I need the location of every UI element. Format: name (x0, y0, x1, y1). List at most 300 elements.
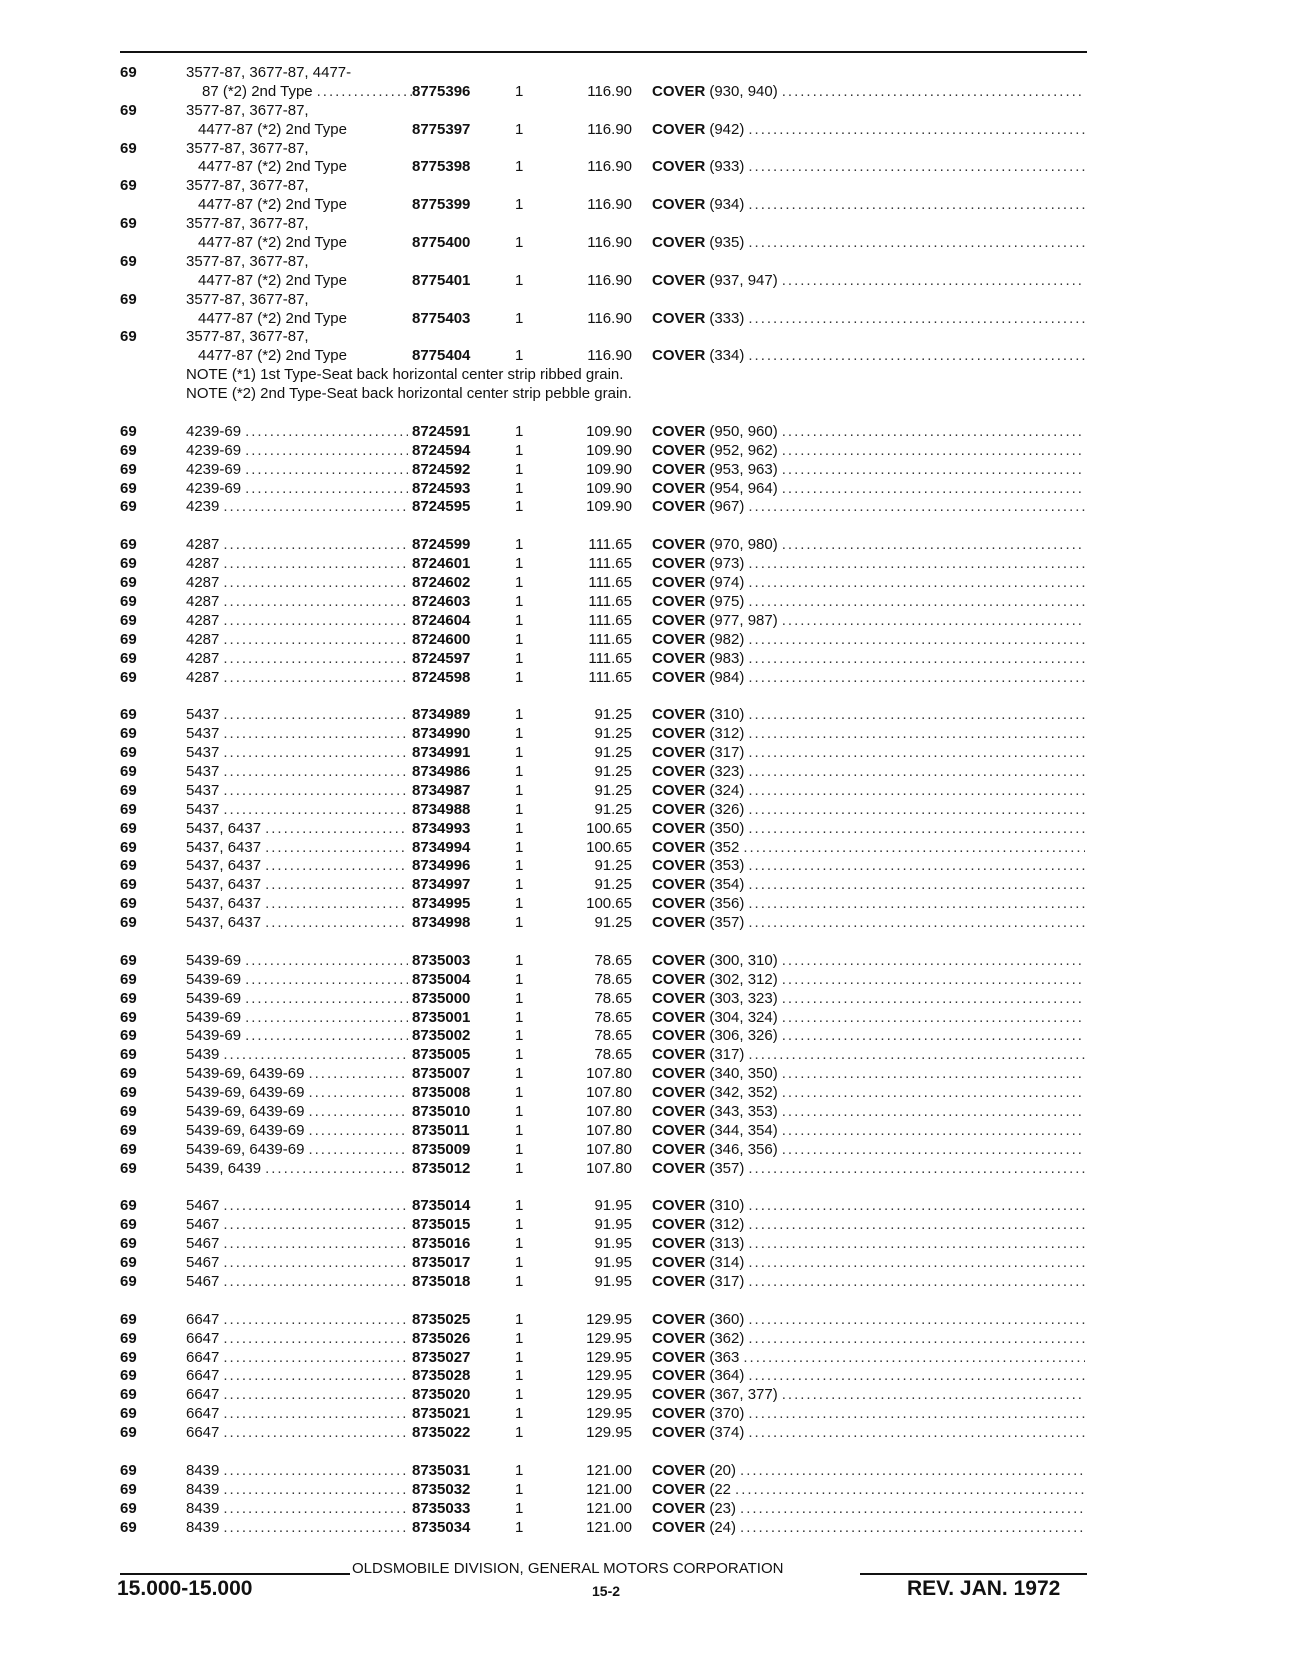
model-year: 69 (120, 177, 137, 195)
dot-leader (748, 347, 1085, 366)
trim-codes: (363 (709, 1348, 740, 1366)
dot-leader (782, 461, 1085, 480)
quantity: 1 (515, 1329, 524, 1347)
dot-leader (748, 669, 1085, 688)
price: 107.80 (586, 1102, 632, 1120)
body-style (186, 1065, 410, 1084)
part-number: 8735018 (412, 1273, 471, 1290)
part-number: 8735028 (412, 1367, 471, 1385)
dot-leader (223, 1254, 408, 1273)
description-name: COVER (652, 1273, 706, 1290)
trim-codes: (950, 960) (709, 422, 778, 440)
description (652, 669, 1087, 688)
trim-codes: (984) (709, 668, 745, 686)
dot-leader (782, 952, 1085, 971)
model-year: 69 (120, 498, 137, 516)
dot-leader (782, 536, 1085, 555)
model-year: 69 (120, 1273, 137, 1290)
model-year: 69 (120, 422, 137, 440)
quantity: 1 (515, 895, 524, 913)
description-name: COVER (652, 1386, 706, 1404)
description-name: COVER (652, 1102, 706, 1120)
description-name: COVER (652, 1367, 706, 1385)
part-row (120, 1235, 1087, 1254)
body-style-text: 5437, 6437 (186, 819, 262, 837)
dot-leader (740, 1519, 1085, 1538)
part-number: 8735000 (412, 989, 471, 1007)
price: 109.90 (586, 460, 632, 478)
dot-leader (748, 1367, 1085, 1386)
description-name: COVER (652, 1216, 706, 1234)
price: 111.65 (588, 611, 632, 629)
price: 100.65 (586, 819, 632, 837)
dot-leader (245, 442, 408, 461)
description (652, 158, 1087, 177)
dot-leader (223, 574, 408, 593)
price: 91.95 (594, 1273, 632, 1290)
description-name: COVER (652, 1424, 706, 1442)
trim-codes: (334) (709, 347, 745, 365)
group-spacer (120, 1292, 1087, 1311)
body-style-text: 5439-69 (186, 970, 242, 988)
quantity: 1 (515, 800, 524, 818)
body-style-text: 4287 (186, 668, 220, 686)
dot-leader (740, 1462, 1085, 1481)
part-number: 8734986 (412, 762, 471, 780)
body-style-text: 3577-87, 3677-87, (186, 101, 309, 119)
dot-leader (782, 1103, 1085, 1122)
trim-codes: (317) (709, 1046, 745, 1064)
price: 111.65 (588, 574, 632, 592)
body-style (186, 895, 410, 914)
part-number: 8724600 (412, 630, 471, 648)
dot-leader (265, 1160, 408, 1179)
trim-codes: (324) (709, 781, 745, 799)
quantity: 1 (515, 82, 524, 100)
body-style-text: 4477-87 (*2) 2nd Type (198, 158, 347, 176)
trim-codes: (930, 940) (709, 82, 778, 100)
dot-leader (223, 536, 408, 555)
dot-leader (265, 839, 408, 858)
body-style (186, 1009, 410, 1028)
trim-codes: (326) (709, 800, 745, 818)
dot-leader (223, 612, 408, 631)
dot-leader (782, 1141, 1085, 1160)
quantity: 1 (515, 1499, 524, 1517)
body-style-text: 6647 (186, 1348, 220, 1366)
dot-leader (223, 1481, 408, 1500)
trim-codes: (937, 947) (709, 271, 778, 289)
body-style (186, 291, 410, 310)
description-name: COVER (652, 876, 706, 894)
quantity: 1 (515, 271, 524, 289)
quantity: 1 (515, 1348, 524, 1366)
part-number: 8735009 (412, 1140, 471, 1158)
part-row (120, 1500, 1087, 1519)
body-style (186, 1386, 410, 1405)
body-style (186, 574, 410, 593)
part-row (120, 631, 1087, 650)
body-style-text: 3577-87, 3677-87, 4477- (186, 64, 352, 81)
group-spacer (120, 687, 1087, 706)
quantity: 1 (515, 989, 524, 1007)
body-style (186, 64, 410, 83)
model-year: 69 (120, 1102, 137, 1120)
model-year: 69 (120, 574, 137, 592)
body-style-text: 5437, 6437 (186, 838, 262, 856)
body-style-text: 5467 (186, 1235, 220, 1253)
description-name: COVER (652, 498, 706, 516)
description (652, 1065, 1087, 1084)
dot-leader (748, 650, 1085, 669)
body-style-text: 4287 (186, 574, 220, 592)
quantity: 1 (515, 422, 524, 440)
model-year: 69 (120, 744, 137, 762)
part-number: 8724593 (412, 479, 471, 497)
description-name: COVER (652, 1121, 706, 1139)
body-style (186, 310, 422, 329)
part-row (120, 1065, 1087, 1084)
description (652, 895, 1087, 914)
body-style (186, 1349, 410, 1368)
footer-revision: REV. JAN. 1972 (907, 1577, 1061, 1600)
trim-codes: (24) (709, 1518, 737, 1536)
part-row (120, 1141, 1087, 1160)
description-name: COVER (652, 819, 706, 837)
group-spacer (120, 404, 1087, 423)
description (652, 498, 1087, 517)
dot-leader (748, 234, 1085, 253)
model-year: 69 (120, 876, 137, 894)
body-style (186, 1103, 410, 1122)
quantity: 1 (515, 744, 524, 762)
trim-codes: (356) (709, 895, 745, 913)
part-number: 8734998 (412, 914, 471, 932)
trim-codes: (310) (709, 1197, 745, 1215)
description (652, 1103, 1087, 1122)
body-style-text: 5439, 6439 (186, 1159, 262, 1177)
part-row (120, 461, 1087, 480)
part-number: 8775398 (412, 158, 471, 176)
dot-leader (740, 1500, 1085, 1519)
body-style (186, 196, 422, 215)
model-year: 69 (120, 762, 137, 780)
dot-leader (748, 914, 1085, 933)
trim-codes: (313) (709, 1235, 745, 1253)
part-row (120, 1009, 1087, 1028)
description (652, 1009, 1087, 1028)
price: 116.90 (587, 158, 632, 176)
dot-leader (265, 914, 408, 933)
description (652, 196, 1087, 215)
price: 107.80 (586, 1140, 632, 1158)
description (652, 1084, 1087, 1103)
body-style-text: 3577-87, 3677-87, (186, 139, 309, 157)
model-year: 69 (120, 1518, 137, 1536)
model-year: 69 (120, 970, 137, 988)
description-name: COVER (652, 1499, 706, 1517)
price: 129.95 (586, 1424, 632, 1442)
part-number: 8724603 (412, 592, 471, 610)
body-style-text: 3577-87, 3677-87, (186, 290, 309, 308)
quantity: 1 (515, 1046, 524, 1064)
description-name: COVER (652, 271, 706, 289)
dot-leader (265, 857, 408, 876)
trim-codes: (942) (709, 120, 745, 138)
part-number: 8775403 (412, 309, 471, 327)
trim-codes: (333) (709, 309, 745, 327)
model-continuation-row (120, 140, 1087, 159)
dot-leader (748, 1273, 1085, 1292)
body-style (186, 328, 410, 347)
body-style (186, 461, 410, 480)
price: 116.90 (587, 309, 632, 327)
part-number: 8735010 (412, 1102, 471, 1120)
quantity: 1 (515, 592, 524, 610)
price: 109.90 (586, 441, 632, 459)
quantity: 1 (515, 970, 524, 988)
dot-leader (748, 1235, 1085, 1254)
quantity: 1 (515, 914, 524, 932)
price: 121.00 (586, 1518, 632, 1536)
dot-leader (265, 820, 408, 839)
model-year: 69 (120, 1046, 137, 1064)
body-style-text: 4287 (186, 611, 220, 629)
part-number: 8724594 (412, 441, 471, 459)
model-year: 69 (120, 630, 137, 648)
dot-leader (782, 1009, 1085, 1028)
description-name: COVER (652, 1348, 706, 1366)
description-name: COVER (652, 1329, 706, 1347)
quantity: 1 (515, 706, 524, 724)
dot-leader (223, 1349, 408, 1368)
dot-leader (223, 631, 408, 650)
part-row (120, 1216, 1087, 1235)
part-row (120, 347, 1087, 366)
trim-codes: (973) (709, 555, 745, 573)
model-year: 69 (120, 1159, 137, 1177)
dot-leader (748, 857, 1085, 876)
trim-codes: (323) (709, 762, 745, 780)
quantity: 1 (515, 1216, 524, 1234)
trim-codes: (343, 353) (709, 1102, 778, 1120)
description-name: COVER (652, 120, 706, 138)
quantity: 1 (515, 762, 524, 780)
body-style (186, 1027, 410, 1046)
description (652, 1235, 1087, 1254)
part-row (120, 801, 1087, 820)
description-name: COVER (652, 422, 706, 440)
description-name: COVER (652, 725, 706, 743)
footer-rule-right (860, 1573, 1087, 1575)
body-style-text: 87 (*2) 2nd Type (202, 82, 313, 100)
description-name: COVER (652, 1461, 706, 1479)
body-style (186, 1122, 410, 1141)
body-style (186, 971, 410, 990)
price: 109.90 (586, 422, 632, 440)
body-style-text: 5437, 6437 (186, 914, 262, 932)
model-year: 69 (120, 328, 137, 346)
body-style-text: 6647 (186, 1405, 220, 1423)
body-style (186, 1481, 410, 1500)
quantity: 1 (515, 536, 524, 554)
description-name: COVER (652, 951, 706, 969)
part-number: 8735017 (412, 1254, 471, 1272)
description-name: COVER (652, 536, 706, 554)
model-year: 69 (120, 1310, 137, 1328)
note-text: NOTE (*1) 1st Type-Seat back horizontal center strip ribbed grain. (186, 366, 624, 384)
body-style-text: 5439 (186, 1046, 220, 1064)
part-number: 8724604 (412, 611, 471, 629)
body-style-text: 3577-87, 3677-87, (186, 177, 309, 195)
dot-leader (782, 1065, 1085, 1084)
trim-codes: (975) (709, 592, 745, 610)
quantity: 1 (515, 1197, 524, 1215)
trim-codes: (314) (709, 1254, 745, 1272)
dot-leader (317, 83, 424, 102)
description (652, 1027, 1087, 1046)
dot-leader (748, 1160, 1085, 1179)
group-spacer (120, 517, 1087, 536)
trim-codes: (967) (709, 498, 745, 516)
body-style-text: 3577-87, 3677-87, (186, 215, 309, 233)
dot-leader (245, 1027, 408, 1046)
trim-codes: (982) (709, 630, 745, 648)
body-style (186, 1046, 410, 1065)
model-year: 69 (120, 706, 137, 724)
part-row (120, 272, 1087, 291)
body-style-text: 4239-69 (186, 479, 242, 497)
part-number: 8724598 (412, 668, 471, 686)
group-spacer (120, 1179, 1087, 1198)
part-number: 8735014 (412, 1197, 471, 1215)
description (652, 536, 1087, 555)
dot-leader (308, 1084, 408, 1103)
quantity: 1 (515, 1386, 524, 1404)
dot-leader (223, 1519, 408, 1538)
description (652, 1273, 1087, 1292)
part-row (120, 744, 1087, 763)
description-name: COVER (652, 1159, 706, 1177)
top-rule (120, 51, 1087, 53)
model-continuation-row (120, 102, 1087, 121)
footer-page-number: 15-2 (592, 1583, 621, 1599)
trim-codes: (974) (709, 574, 745, 592)
trim-codes: (300, 310) (709, 951, 778, 969)
dot-leader (308, 1103, 408, 1122)
part-row (120, 480, 1087, 499)
description (652, 1519, 1087, 1538)
trim-codes: (20) (709, 1461, 737, 1479)
quantity: 1 (515, 1065, 524, 1083)
model-year: 69 (120, 895, 137, 913)
part-number: 8734990 (412, 725, 471, 743)
dot-leader (782, 971, 1085, 990)
quantity: 1 (515, 1027, 524, 1045)
dot-leader (223, 1500, 408, 1519)
body-style (186, 1197, 410, 1216)
description (652, 914, 1087, 933)
part-row (120, 971, 1087, 990)
body-style-text: 5437 (186, 762, 220, 780)
price: 121.00 (586, 1499, 632, 1517)
part-number: 8735001 (412, 1008, 471, 1026)
description (652, 1330, 1087, 1349)
quantity: 1 (515, 347, 524, 365)
body-style-text: 4477-87 (*2) 2nd Type (198, 271, 347, 289)
quantity: 1 (515, 1518, 524, 1536)
trim-codes: (304, 324) (709, 1008, 778, 1026)
quantity: 1 (515, 1008, 524, 1026)
part-number: 8735021 (412, 1405, 471, 1423)
dot-leader (223, 669, 408, 688)
model-year: 69 (120, 1235, 137, 1253)
description-name: COVER (652, 706, 706, 724)
dot-leader (748, 744, 1085, 763)
part-number: 8735011 (412, 1121, 470, 1139)
body-style-text: 5437 (186, 706, 220, 724)
price: 107.80 (586, 1065, 632, 1083)
description-name: COVER (652, 649, 706, 667)
part-row (120, 914, 1087, 933)
part-row (120, 820, 1087, 839)
price: 91.95 (594, 1235, 632, 1253)
part-number: 8734996 (412, 857, 471, 875)
model-year: 69 (120, 1140, 137, 1158)
description (652, 574, 1087, 593)
body-style (186, 593, 410, 612)
footer-rule-left (120, 1573, 350, 1575)
dot-leader (748, 593, 1085, 612)
body-style-text: 4477-87 (*2) 2nd Type (198, 234, 347, 252)
part-row (120, 1386, 1087, 1405)
part-row (120, 555, 1087, 574)
body-style (186, 272, 422, 291)
dot-leader (748, 782, 1085, 801)
parts-list (120, 64, 1087, 1537)
part-number: 8735016 (412, 1235, 471, 1253)
dot-leader (748, 1216, 1085, 1235)
body-style-text: 8439 (186, 1480, 220, 1498)
body-style-text: 5437, 6437 (186, 857, 262, 875)
dot-leader (223, 1424, 408, 1443)
body-style (186, 820, 410, 839)
price: 91.25 (594, 781, 632, 799)
body-style (186, 555, 410, 574)
group-spacer (120, 1443, 1087, 1462)
quantity: 1 (515, 1084, 524, 1102)
model-year: 69 (120, 914, 137, 932)
model-year: 69 (120, 1254, 137, 1272)
model-year: 69 (120, 290, 137, 308)
dot-leader (223, 1046, 408, 1065)
model-year: 69 (120, 1084, 137, 1102)
body-style-text: 5439-69 (186, 1027, 242, 1045)
quantity: 1 (515, 668, 524, 686)
description-name: COVER (652, 574, 706, 592)
body-style (186, 536, 410, 555)
price: 129.95 (586, 1310, 632, 1328)
description (652, 801, 1087, 820)
body-style (186, 990, 410, 1009)
part-row (120, 196, 1087, 215)
dot-leader (245, 423, 408, 442)
dot-leader (245, 480, 408, 499)
part-number: 8735005 (412, 1046, 471, 1064)
part-number: 8735003 (412, 951, 471, 969)
model-year: 69 (120, 460, 137, 478)
model-year: 69 (120, 139, 137, 157)
